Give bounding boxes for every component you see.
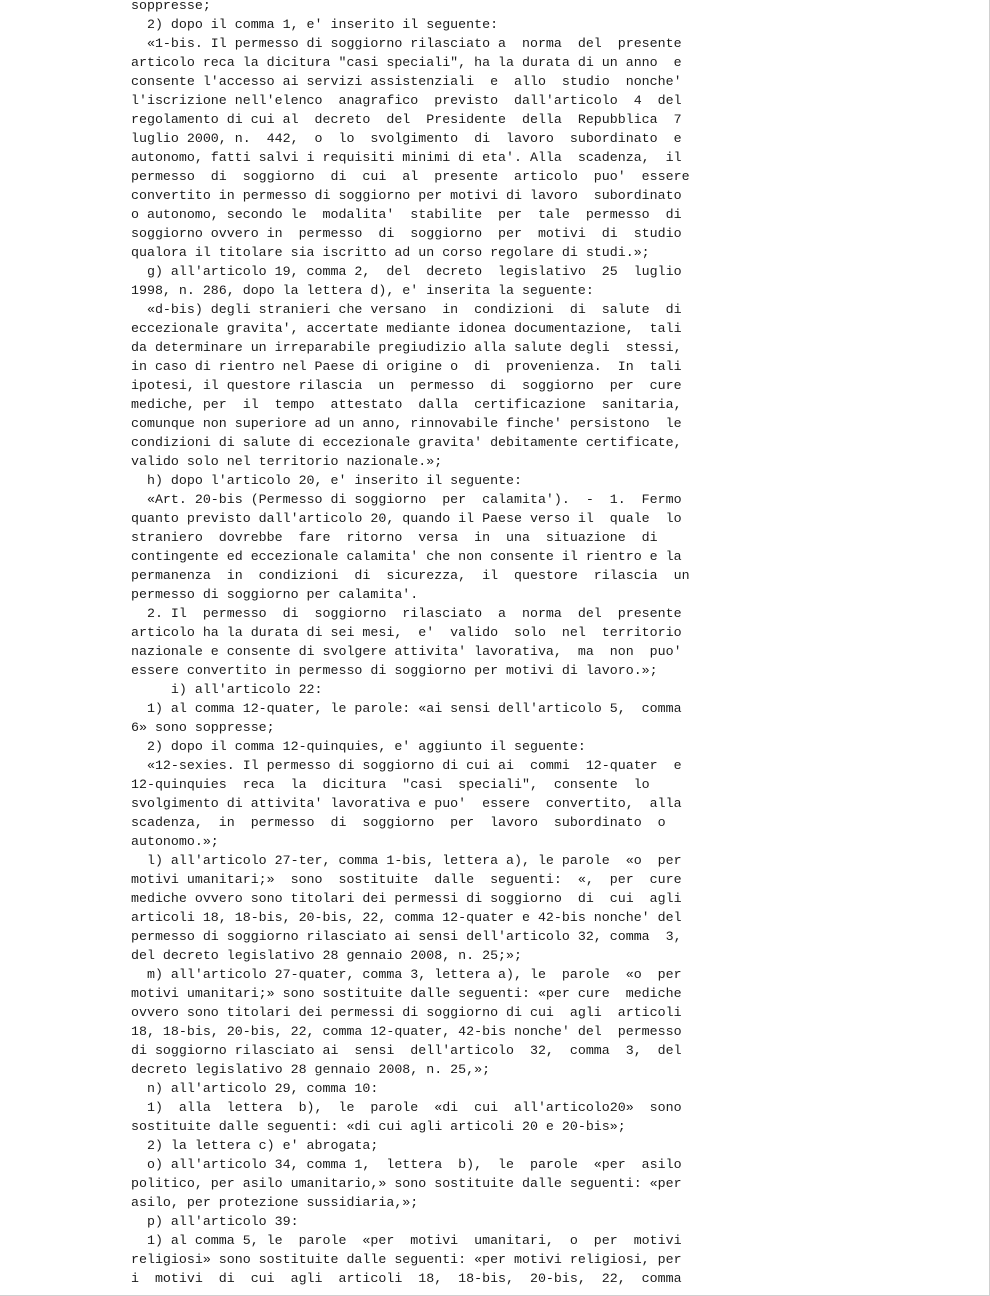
text-line: mediche ovvero sono titolari dei permessi di soggiorno di cui agli — [131, 891, 682, 906]
text-line: motivi umanitari;» sono sostituite dalle seguenti: «, per cure — [131, 872, 682, 887]
text-line: 1998, n. 286, dopo la lettera d), e' inserita la seguente: — [131, 283, 594, 298]
text-line: da determinare un irreparabile pregiudizio alla salute degli stessi, — [131, 340, 682, 355]
text-line: «d-bis) degli stranieri che versano in condizioni di salute di — [131, 302, 682, 317]
text-line: qualora il titolare sia iscritto ad un corso regolare di studi.»; — [131, 245, 650, 260]
text-line: permesso di soggiorno rilasciato ai sensi dell'articolo 32, comma 3, — [131, 929, 682, 944]
text-line: consente l'accesso ai servizi assistenziali e allo studio nonche' — [131, 74, 682, 89]
text-line: m) all'articolo 27-quater, comma 3, lettera a), le parole «o per — [131, 967, 682, 982]
document-text — [131, 0, 731, 1288]
text-line: 2) dopo il comma 12-quinquies, e' aggiunto il seguente: — [131, 739, 586, 754]
text-line: 2) la lettera c) e' abrogata; — [131, 1138, 379, 1153]
text-line: comunque non superiore ad un anno, rinnovabile finche' persistono le — [131, 416, 682, 431]
text-line: «12-sexies. Il permesso di soggiorno di cui ai commi 12-quater e — [131, 758, 682, 773]
text-line: autonomo.»; — [131, 834, 219, 849]
text-line: contingente ed eccezionale calamita' che non consente il rientro e la — [131, 549, 682, 564]
text-line: motivi umanitari;» sono sostituite dalle seguenti: «per cure mediche — [131, 986, 682, 1001]
text-line: decreto legislativo 28 gennaio 2008, n. 25,»; — [131, 1062, 491, 1077]
text-line: 12-quinquies reca la dicitura "casi speciali", consente lo — [131, 777, 650, 792]
text-line: di soggiorno rilasciato ai sensi dell'articolo 32, comma 3, del — [131, 1043, 682, 1058]
text-line: i) all'articolo 22: — [131, 682, 323, 697]
text-line: permanenza in condizioni di sicurezza, il questore rilascia un — [131, 568, 690, 583]
text-line: p) all'articolo 39: — [131, 1214, 299, 1229]
text-line: quanto previsto dall'articolo 20, quando il Paese verso il quale lo — [131, 511, 682, 526]
text-line: luglio 2000, n. 442, o lo svolgimento di lavoro subordinato e — [131, 131, 682, 146]
text-line: ipotesi, il questore rilascia un permesso di soggiorno per cure — [131, 378, 682, 393]
text-line: 1) al comma 5, le parole «per motivi umanitari, o per motivi — [131, 1233, 682, 1248]
text-line: politico, per asilo umanitario,» sono sostituite dalle seguenti: «per — [131, 1176, 682, 1191]
text-line: straniero dovrebbe fare ritorno versa in una situazione di — [131, 530, 658, 545]
text-line: soppresse; — [131, 0, 211, 13]
text-line: mediche, per il tempo attestato dalla certificazione sanitaria, — [131, 397, 682, 412]
text-line: del decreto legislativo 28 gennaio 2008, n. 25;»; — [131, 948, 522, 963]
text-line: i motivi di cui agli articoli 18, 18-bis, 20-bis, 22, comma — [131, 1271, 682, 1286]
text-line: 6» sono soppresse; — [131, 720, 275, 735]
text-line: sostituite dalle seguenti: «di cui agli articoli 20 e 20-bis»; — [131, 1119, 626, 1134]
text-line: ovvero sono titolari dei permessi di soggiorno di cui agli articoli — [131, 1005, 682, 1020]
text-line: g) all'articolo 19, comma 2, del decreto legislativo 25 luglio — [131, 264, 682, 279]
text-line: svolgimento di attivita' lavorativa e puo' essere convertito, alla — [131, 796, 682, 811]
text-line: n) all'articolo 29, comma 10: — [131, 1081, 379, 1096]
text-line: o) all'articolo 34, comma 1, lettera b), le parole «per asilo — [131, 1157, 682, 1172]
text-line: condizioni di salute di eccezionale gravita' debitamente certificate, — [131, 435, 682, 450]
text-line: articolo ha la durata di sei mesi, e' valido solo nel territorio — [131, 625, 682, 640]
text-line: asilo, per protezione sussidiaria,»; — [131, 1195, 419, 1210]
text-line: valido solo nel territorio nazionale.»; — [131, 454, 443, 469]
text-line: permesso di soggiorno per calamita'. — [131, 587, 419, 602]
text-line: soggiorno ovvero in permesso di soggiorno per motivi di studio — [131, 226, 682, 241]
text-line: articolo reca la dicitura "casi speciali", ha la durata di un anno e — [131, 55, 682, 70]
text-line: essere convertito in permesso di soggiorno per motivi di lavoro.»; — [131, 663, 658, 678]
text-line: 2) dopo il comma 1, e' inserito il seguente: — [131, 17, 499, 32]
text-line: «Art. 20-bis (Permesso di soggiorno per calamita'). - 1. Fermo — [131, 492, 682, 507]
text-line: autonomo, fatti salvi i requisiti minimi di eta'. Alla scadenza, il — [131, 150, 682, 165]
text-line: eccezionale gravita', accertate mediante idonea documentazione, tali — [131, 321, 682, 336]
text-line: o autonomo, secondo le modalita' stabilite per tale permesso di — [131, 207, 682, 222]
text-line: «1-bis. Il permesso di soggiorno rilasciato a norma del presente — [131, 36, 682, 51]
text-line: scadenza, in permesso di soggiorno per lavoro subordinato o — [131, 815, 666, 830]
text-line: religiosi» sono sostituite dalle seguenti: «per motivi religiosi, per — [131, 1252, 682, 1267]
text-line: 18, 18-bis, 20-bis, 22, comma 12-quater, 42-bis nonche' del permesso — [131, 1024, 682, 1039]
text-line: in caso di rientro nel Paese di origine o di provenienza. In tali — [131, 359, 682, 374]
text-line: l) all'articolo 27-ter, comma 1-bis, lettera a), le parole «o per — [131, 853, 682, 868]
text-line: permesso di soggiorno di cui al presente articolo puo' essere — [131, 169, 690, 184]
text-line: articoli 18, 18-bis, 20-bis, 22, comma 12-quater e 42-bis nonche' del — [131, 910, 682, 925]
text-line: h) dopo l'articolo 20, e' inserito il seguente: — [131, 473, 522, 488]
text-line: nazionale e consente di svolgere attivita' lavorativa, ma non puo' — [131, 644, 682, 659]
text-line: l'iscrizione nell'elenco anagrafico previsto dall'articolo 4 del — [131, 93, 682, 108]
text-line: 1) al comma 12-quater, le parole: «ai sensi dell'articolo 5, comma — [131, 701, 682, 716]
text-line: 2. Il permesso di soggiorno rilasciato a norma del presente — [131, 606, 682, 621]
text-line: regolamento di cui al decreto del Presidente della Repubblica 7 — [131, 112, 682, 127]
text-line: 1) alla lettera b), le parole «di cui all'articolo20» sono — [131, 1100, 682, 1115]
text-line: convertito in permesso di soggiorno per motivi di lavoro subordinato — [131, 188, 682, 203]
